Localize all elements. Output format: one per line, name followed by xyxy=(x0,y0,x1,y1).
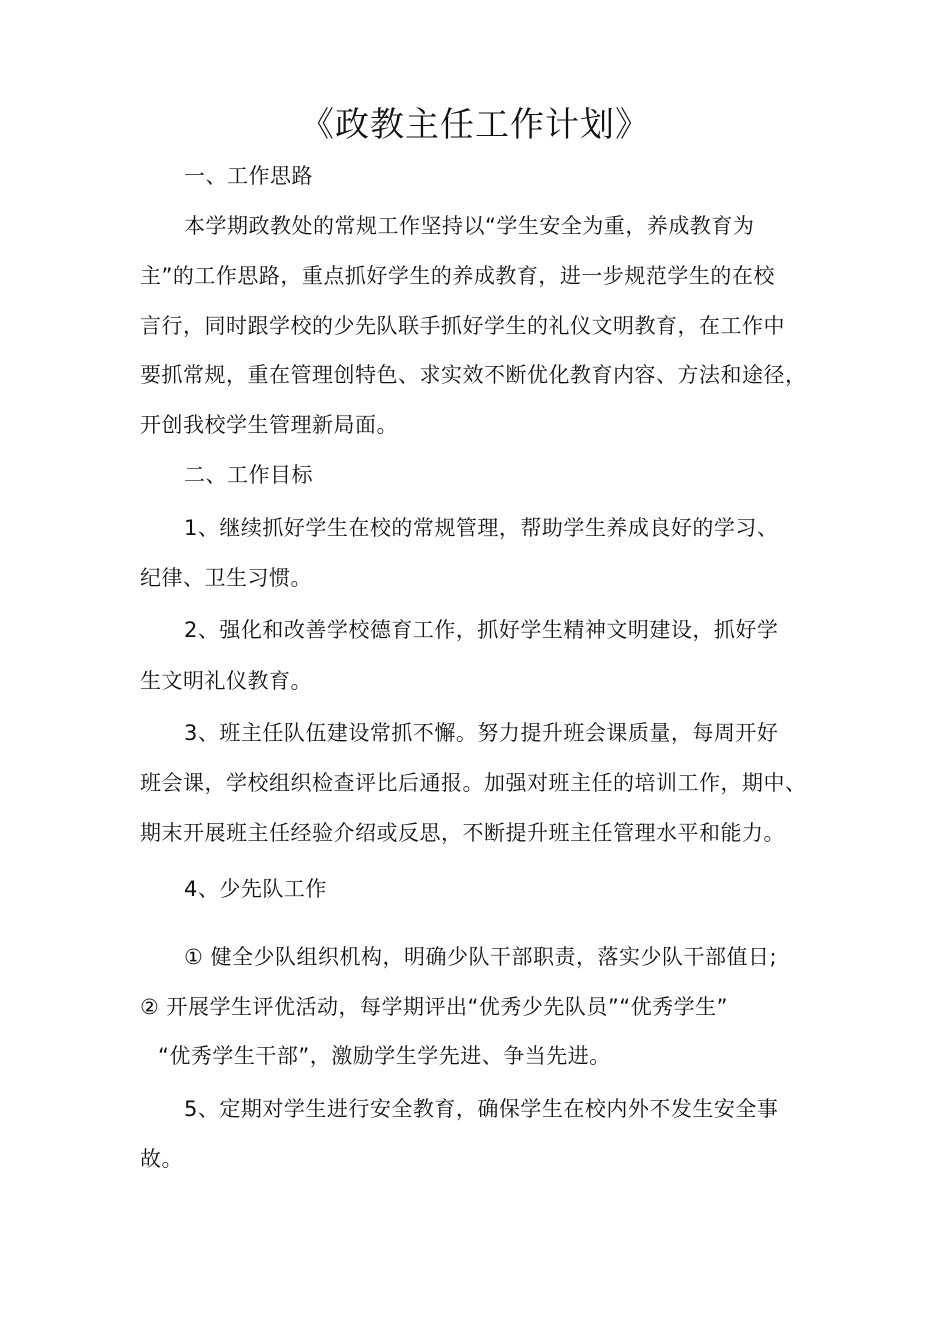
paragraph-line: 纪律、卫生习惯。 xyxy=(140,566,312,590)
goal-item-3: 3、班主任队伍建设常抓不懈。努力提升班会课质量，每周开好 xyxy=(184,721,779,745)
goal-item-2: 2、强化和改善学校德育工作，抓好学生精神文明建设，抓好学 xyxy=(184,618,779,642)
section-heading-work-approach: 一、工作思路 xyxy=(184,164,313,188)
paragraph-line: “优秀学生干部”，激励学生学先进、争当先进。 xyxy=(158,1044,611,1068)
goal-item-5: 5、定期对学生进行安全教育，确保学生在校内外不发生安全事 xyxy=(184,1097,779,1121)
paragraph-line: 故。 xyxy=(140,1147,183,1171)
paragraph-line: 期末开展班主任经验介绍或反思，不断提升班主任管理水平和能力。 xyxy=(140,821,785,845)
section-heading-work-goals: 二、工作目标 xyxy=(184,463,313,487)
paragraph-line: 开创我校学生管理新局面。 xyxy=(140,413,398,437)
paragraph-line: 言行，同时跟学校的少先队联手抓好学生的礼仪文明教育，在工作中 xyxy=(140,314,785,338)
paragraph-line: 班会课，学校组织检查评比后通报。加强对班主任的培训工作，期中、 xyxy=(140,771,807,795)
sub-item-2: ② 开展学生评优活动，每学期评出“优秀少先队员”“优秀学生” xyxy=(140,995,729,1019)
goal-item-1: 1、继续抓好学生在校的常规管理，帮助学生养成良好的学习、 xyxy=(184,516,779,540)
document-title: 《政教主任工作计划》 xyxy=(300,105,650,145)
paragraph-line: 本学期政教处的常规工作坚持以“学生安全为重，养成教育为 xyxy=(184,214,755,238)
paragraph-line: 生文明礼仪教育。 xyxy=(140,669,312,693)
paragraph-line: 要抓常规，重在管理创特色、求实效不断优化教育内容、方法和途径， xyxy=(140,363,807,387)
sub-item-1: ① 健全少队组织机构，明确少队干部职责，落实少队干部值日; xyxy=(184,945,778,969)
goal-item-4: 4、少先队工作 xyxy=(184,877,327,901)
paragraph-line: 主”的工作思路，重点抓好学生的养成教育，进一步规范学生的在校 xyxy=(140,264,775,288)
